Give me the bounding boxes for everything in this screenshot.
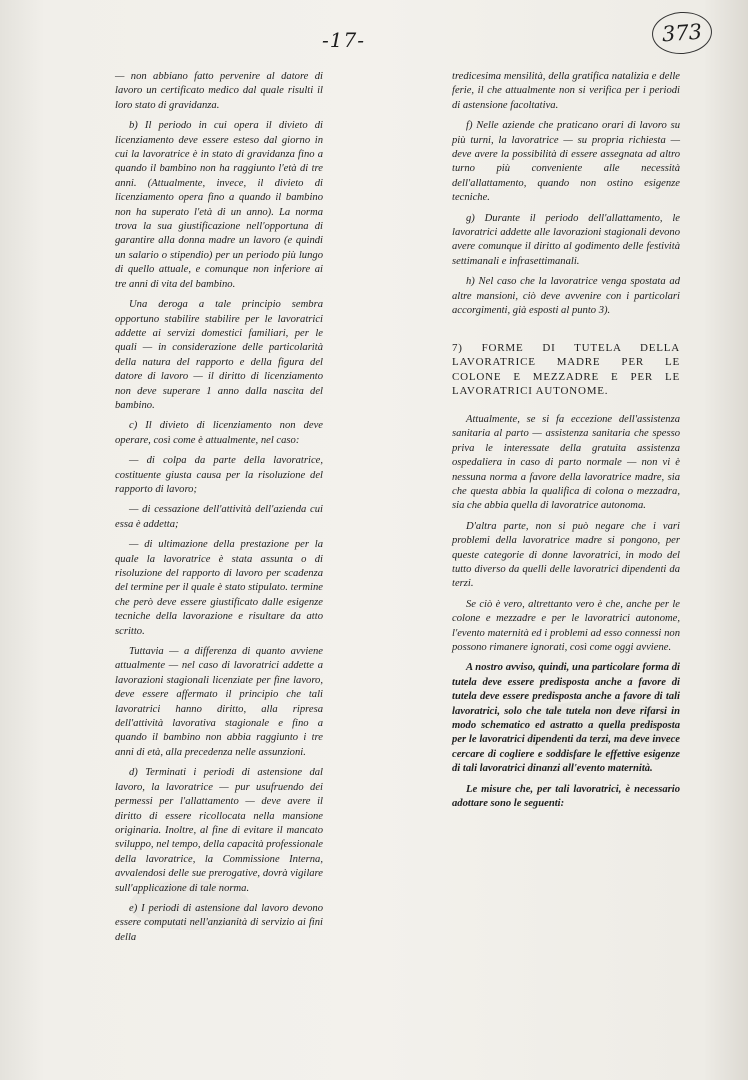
right-column bbox=[452, 70, 680, 817]
paragraph: h) Nel caso che la lavoratrice venga spostata ad altre mansioni, ciò deve avvenire con i particolari accorgimenti, già esposti al punto 3). bbox=[452, 276, 680, 317]
archive-stamp-number: 373 bbox=[651, 10, 714, 56]
paragraph: b) Il periodo in cui opera il divieto di licenziamento deve essere esteso dal giorno in cui la lavoratrice è in stato di gravidanza fino a quando il bambino non ha raggiunto l'età di tre anni. (Attualmente, invece, il divieto di licenziamento opera fino a quando il bambino non ha superato l'età di un anno). La norma trova la sua giustificazione nell'opportuna di garantire alla donna madre un lavoro (e quindi un salario o stipendio) per un periodo più lungo di quello attuale, e comunque non inferiore ai tre anni di vita del bambino. bbox=[115, 120, 323, 290]
paragraph: — di colpa da parte della lavoratrice, costituente giusta causa per la risoluzione del rapporto di lavoro; bbox=[115, 455, 323, 495]
paragraph: — di ultimazione della prestazione per la quale la lavoratrice è stata assunta o di risoluzione del rapporto di lavoro per scadenza del termine per il quale è stato stipulato. termine che però deve essere giustificato dalle esigenze tecniche della lavorazione e risultare da atto scritto. bbox=[115, 539, 323, 637]
page-number: -17- bbox=[322, 28, 365, 52]
paragraph: Attualmente, se si fa eccezione dell'assistenza sanitaria al parto — assistenza sanitaria che spesso priva le interessate della gratuita assistenza ospedaliera in caso di parto normale — non vi è nessuna norma a favore della lavoratrice madre, sia che questa abbia la qualifica di colona o mezzadra, sia che abbia quella di lavoratrice autonoma. bbox=[452, 413, 680, 512]
paragraph: Se ciò è vero, altrettanto vero è che, anche per le colone e mezzadre e per le lavoratrici autonome, l'evento maternità ed i problemi ad esso connessi non possono rimanere ignorati, così come oggi avviene. bbox=[452, 598, 680, 653]
paragraph: Una deroga a tale principio sembra opportuno stabilire stabilire per le lavoratrici addette ai servizi domestici familiari, per le quali — in considerazione delle particolarità della natura del rapporto e della figura del datore di lavoro — il diritto di licenziamento non deve superare 1 anno dalla nascita del bambino. bbox=[115, 299, 323, 411]
paragraph: f) Nelle aziende che praticano orari di lavoro su più turni, la lavoratrice — su propria richiesta — deve avere la possibilità di essere assegnata ad altro turno più conveniente alle necessità dell'allattamento, quando non ostino esigenze tecniche. bbox=[452, 120, 680, 204]
paragraph: d) Terminati i periodi di astensione dal lavoro, la lavoratrice — pur usufruendo dei permessi per l'allattamento — deve avere il diritto di essere ricollocata nella mansione originaria. Inoltre, al fine di evitare il mancato sviluppo, nel tempo, della capacità professionale della lavoratrice, la Commissione Interna, avvalendosi delle sue prerogative, dovrà vigilare sull'applicazione di tale norma. bbox=[115, 767, 323, 894]
section-heading: 7) FORME DI TUTELA DELLA LAVORATRICE MADRE PER LE COLONE E MEZZADRE E PER LE LAVORATRICI AUTONOME. bbox=[452, 341, 680, 398]
paragraph: D'altra parte, non si può negare che i vari problemi della lavoratrice madre si pongono, per queste categorie di donne lavoratrici, in modo del tutto diverso da quelli delle lavoratrici dipendenti da terzi. bbox=[452, 520, 680, 590]
paragraph: — di cessazione dell'attività dell'azienda cui essa è addetta; bbox=[115, 504, 323, 530]
paragraph: g) Durante il periodo dell'allattamento, le lavoratrici addette alle lavorazioni stagionali devono avere comunque il diritto al godimento delle festività settimanali e infrasettimanali. bbox=[452, 212, 680, 267]
paragraph: tredicesima mensilità, della gratifica natalizia e delle ferie, il che attualmente non si verifica per i periodi di astensione facoltativa. bbox=[452, 71, 680, 111]
paragraph: A nostro avviso, quindi, una particolare forma di tutela deve essere predisposta anche a favore di tutela deve essere predisposta anche a favore di tali lavoratrici, solo che tale tutela non deve rifarsi in modo schematico ed astratto a quella predisposta per le lavoratrici dipendenti da terzi, ma deve invece cercare di cogliere e soddisfare le effettive esigenze di tali lavoratrici dinanzi all'evento maternità. bbox=[452, 662, 680, 775]
paragraph: Le misure che, per tali lavoratrici, è necessario adottare sono le seguenti: bbox=[452, 783, 680, 810]
left-column bbox=[115, 70, 323, 951]
paragraph: — non abbiano fatto pervenire al datore di lavoro un certificato medico dal quale risulti il loro stato di gravidanza. bbox=[115, 71, 323, 111]
paragraph: c) Il divieto di licenziamento non deve operare, così come è attualmente, nel caso: bbox=[115, 420, 323, 446]
paragraph: e) I periodi di astensione dal lavoro devono essere computati nell'anzianità di servizio ai fini della bbox=[115, 902, 323, 943]
paragraph: Tuttavia — a differenza di quanto avviene attualmente — nel caso di lavoratrici addette a lavorazioni stagionali licenziate per fine lavoro, deve essere affermato il principio che tali lavoratrici hanno diritto, alla ripresa dell'attività lavorativa stagionale e fino a quando il bambino non abbia raggiunto i tre anni di età, alla precedenza nelle assunzioni. bbox=[115, 646, 323, 758]
